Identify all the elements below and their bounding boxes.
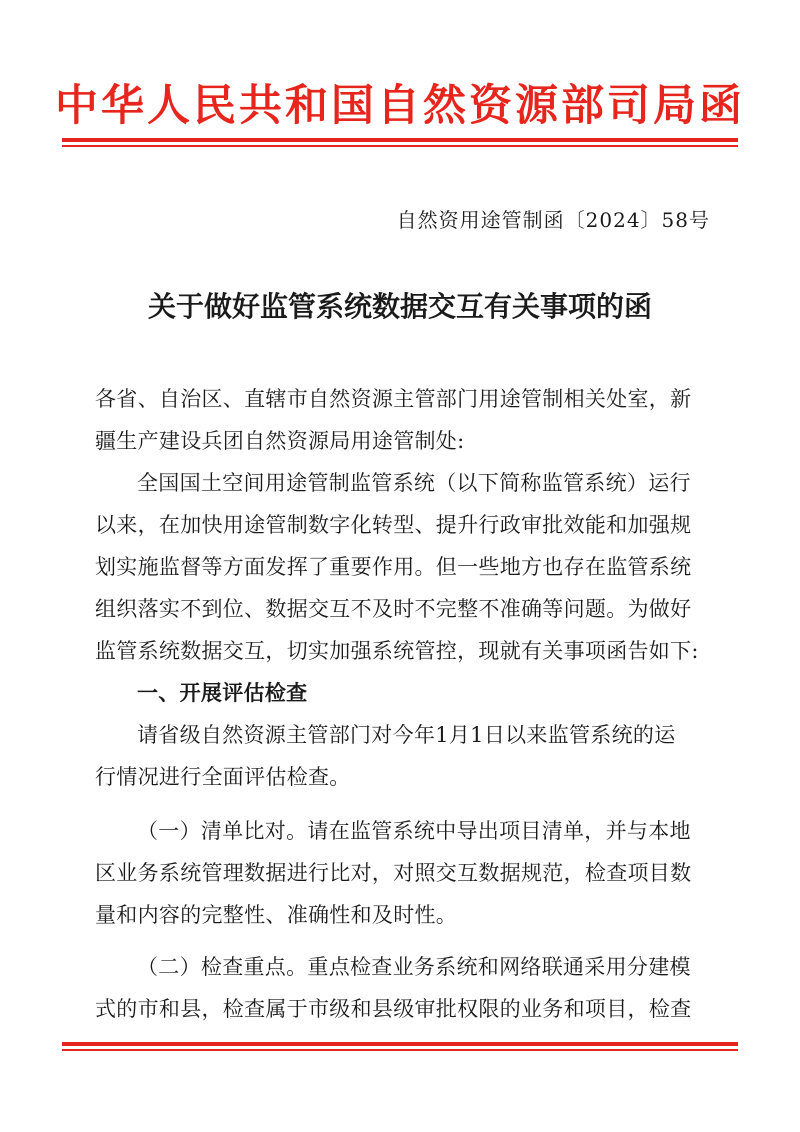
letterhead-divider: [62, 138, 738, 147]
body-line: 请省级自然资源主管部门对今年1月1日以来监管系统的运: [137, 723, 676, 747]
footer-divider: [62, 1042, 738, 1051]
document-title: 关于做好监管系统数据交互有关事项的函: [147, 290, 652, 323]
document-number: 自然资用途管制函〔2024〕58号: [396, 208, 710, 232]
addressee-line: 疆生产建设兵团自然资源局用途管制处:: [95, 429, 465, 453]
body-line: 全国国土空间用途管制监管系统（以下简称监管系统）运行: [137, 471, 691, 495]
body-line: 行情况进行全面评估检查。: [95, 765, 351, 789]
body-line: （二）检查重点。重点检查业务系统和网络联通采用分建模: [137, 955, 691, 979]
body-line: 式的市和县，检查属于市级和县级审批权限的业务和项目，检查: [95, 997, 692, 1021]
body-line: （一）清单比对。请在监管系统中导出项目清单，并与本地: [137, 819, 691, 843]
body-line: 监管系统数据交互，切实加强系统管控，现就有关事项函告如下:: [95, 639, 699, 663]
body-line: 划实施监督等方面发挥了重要作用。但一些地方也存在监管系统: [95, 555, 692, 579]
letterhead-title: 中华人民共和国自然资源部司局函: [55, 81, 745, 131]
addressee-line: 各省、自治区、直辖市自然资源主管部门用途管制相关处室，新: [95, 387, 692, 411]
body-line: 区业务系统管理数据进行比对，对照交互数据规范，检查项目数: [95, 861, 692, 885]
body-line: 组织落实不到位、数据交互不及时不完整不准确等问题。为做好: [95, 597, 692, 621]
section-heading: 一、开展评估检查: [137, 681, 308, 705]
body-line: 以来，在加快用途管制数字化转型、提升行政审批效能和加强规: [95, 513, 692, 537]
body-line: 量和内容的完整性、准确性和及时性。: [95, 903, 458, 927]
